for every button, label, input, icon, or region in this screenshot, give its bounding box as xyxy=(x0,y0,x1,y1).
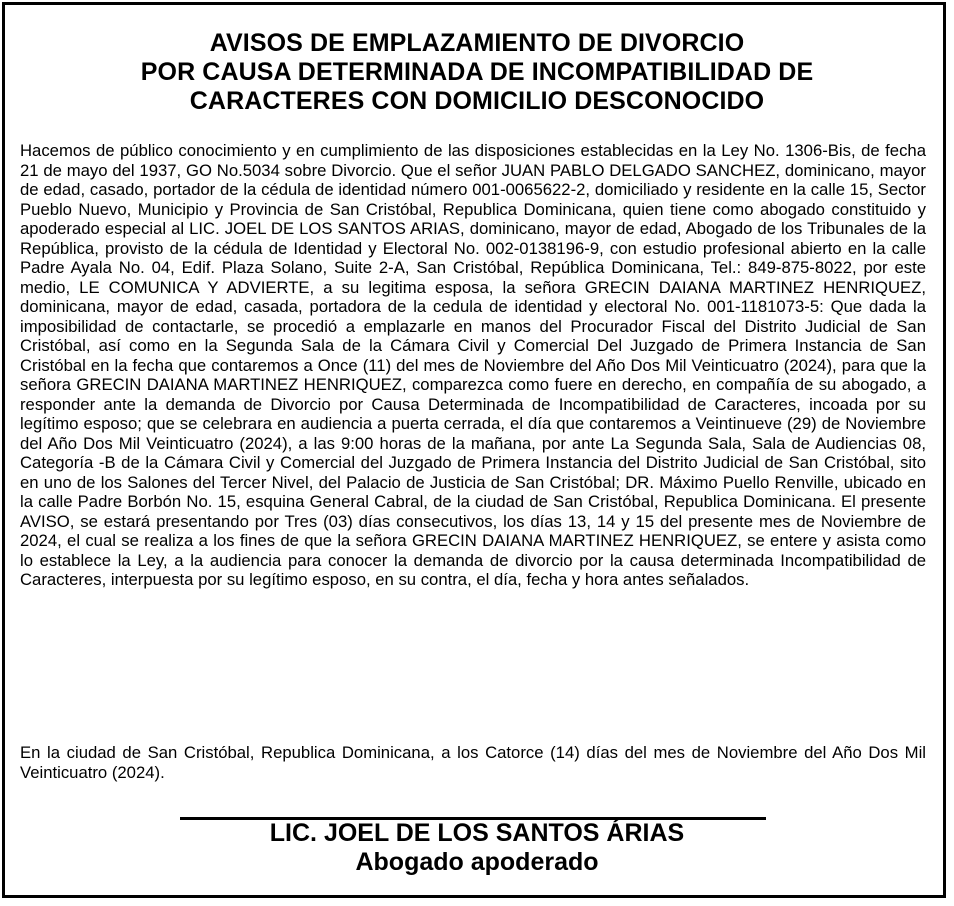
notice-closing: En la ciudad de San Cristóbal, Republica Dominicana, a los Catorce (14) días del mes de Noviembre del Año Dos Mil Veinticuatro (2024). xyxy=(20,743,926,782)
notice-title xyxy=(0,29,954,116)
title-line-1: AVISOS DE EMPLAZAMIENTO DE DIVORCIO xyxy=(209,29,745,57)
title-line-2: POR CAUSA DETERMINADA DE INCOMPATIBILIDAD DE xyxy=(140,58,814,86)
signer-role: Abogado apoderado xyxy=(355,848,599,876)
signer-name: LIC. JOEL DE LOS SANTOS ÁRIAS xyxy=(269,819,685,847)
title-line-3: CARACTERES CON DOMICILIO DESCONOCIDO xyxy=(189,87,765,115)
notice-body: Hacemos de público conocimiento y en cumplimiento de las disposiciones establecidas en la Ley No. 1306-Bis, de fecha 21 de mayo del 1937, GO No.5034 sobre Divorcio. Que el señor JUAN PABLO DELGADO SANCHEZ, dominicano, mayor de edad, casado, portador de la cédula de identidad número 001-0065622-2, domiciliado y residente en la calle 15, Sector Pueblo Nuevo, Municipio y Provincia de San Cristóbal, Republica Dominicana, quien tiene como abogado constituido y apoderado especial al LIC. JOEL DE LOS SANTOS ARIAS, dominicano, mayor de edad, Abogado de los Tribunales de la República, provisto de la cédula de Identidad y Electoral No. 002-0138196-9, con estudio profesional abierto en la calle Padre Ayala No. 04, Edif. Plaza Solano, Suite 2-A, San Cristóbal, República Dominicana, Tel.: 849-875-8022, por este medio, LE COMUNICA Y ADVIERTE, a su legitima esposa, la señora GRECIN DAIANA MARTINEZ HENRIQUEZ, dominicana, mayor de edad, casada, portadora de la cedula de identidad y electoral No. 001-1181073-5: Que dada la imposibilidad de contactarle, se procedió a emplazarle en manos del Procurador Fiscal del Distrito Judicial de San Cristóbal, así como en la Segunda Sala de la Cámara Civil y Comercial Del Juzgado de Primera Instancia de San Cristóbal en la fecha que contaremos a Once (11) del mes de Noviembre del Año Dos Mil Veinticuatro (2024), para que la señora GRECIN DAIANA MARTINEZ HENRIQUEZ, comparezca como fuere en derecho, en compañía de su abogado, a responder ante la demanda de Divorcio por Causa Determinada de Incompatibilidad de Caracteres, incoada por su legítimo esposo; que se celebrara en audiencia a puerta cerrada, el día que contaremos a Veintinueve (29) de Noviembre del Año Dos Mil Veinticuatro (2024), a las 9:00 horas de la mañana, por ante La Segunda Sala, Sala de Audiencias 08, Categoría -B de la Cámara Civil y Comercial del Juzgado de Primera Instancia del Distrito Judicial de San Cristóbal, sito en uno de los Salones del Tercer Nivel, del Palacio de Justicia de San Cristóbal; DR. Máximo Puello Renville, ubicado en la calle Padre Borbón No. 15, esquina General Cabral, de la ciudad de San Cristóbal, Republica Dominicana. El presente AVISO, se estará presentando por Tres (03) días consecutivos, los días 13, 14 y 15 del presente mes de Noviembre de 2024, el cual se realiza a los fines de que la señora GRECIN DAIANA MARTINEZ HENRIQUEZ, se entere y asista como lo establece la Ley, a la audiencia para conocer la demanda de divorcio por la causa determinada Incompatibilidad de Caracteres, interpuesta por su legítimo esposo, en su contra, el día, fecha y hora antes señalados. xyxy=(20,141,926,589)
